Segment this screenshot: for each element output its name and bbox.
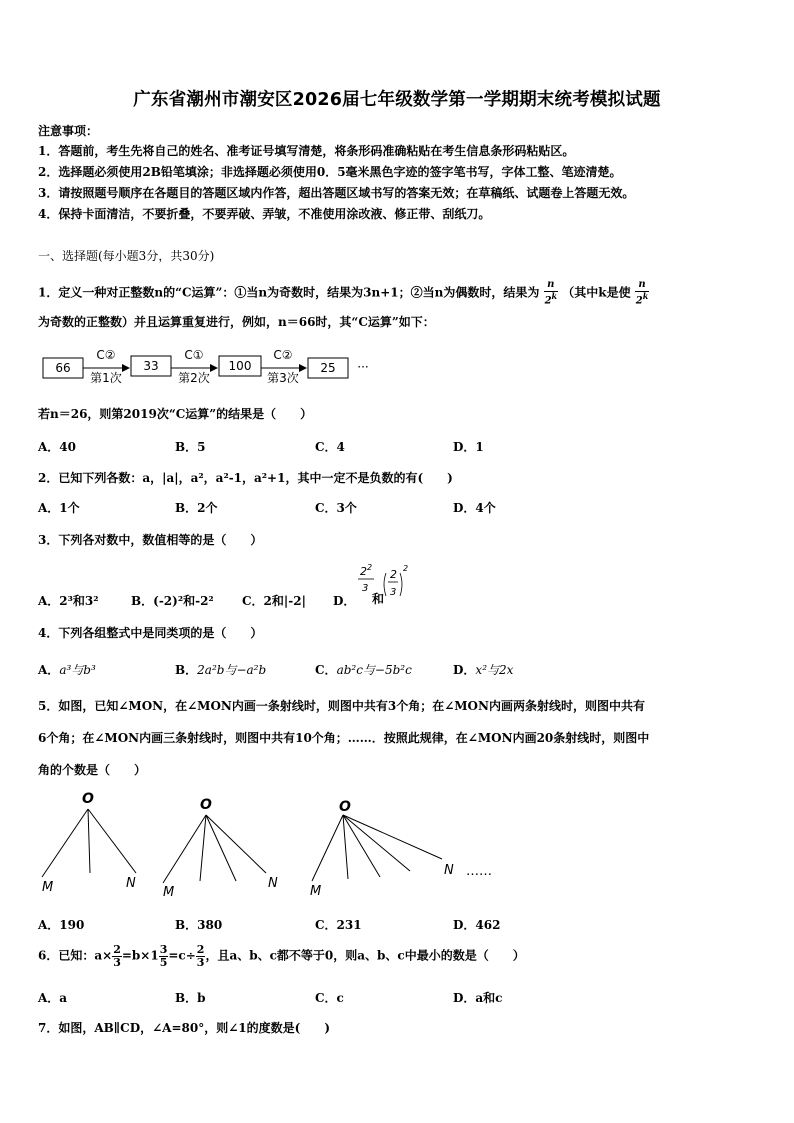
- d-right-den: 3: [390, 587, 397, 598]
- q6-f3-den: 3: [196, 955, 205, 969]
- flow-box-1-label: 66: [55, 361, 71, 375]
- q3-option-c[interactable]: C．2和|-2|: [242, 594, 306, 608]
- q1-frac-den-b: 2: [635, 294, 643, 306]
- q6-f3-num: 2: [196, 943, 205, 956]
- fig2-ray-om: [163, 815, 206, 883]
- fig3-ray-on: [343, 815, 442, 859]
- flow-step-3: 第3次: [267, 371, 299, 385]
- fig1-label-n: N: [126, 876, 136, 891]
- q5-option-c[interactable]: C．231: [315, 918, 362, 932]
- q5-line1: 5．如图，已知∠MON，在∠MON内画一条射线时，则图中共有3个角；在∠MON内画两条射线时，则图中共有: [38, 699, 645, 713]
- q2-option-d[interactable]: D．4个: [453, 501, 496, 515]
- d-right-exp: 2: [403, 564, 409, 573]
- flow-ellipsis: ···: [357, 360, 369, 374]
- fig3-ray-1: [343, 815, 348, 879]
- fig2-ray-2: [206, 815, 236, 881]
- q3-option-d-label: D．: [333, 594, 356, 608]
- fig1-label-m: M: [42, 880, 54, 895]
- q3-option-a[interactable]: A．2³和3²: [38, 594, 99, 608]
- d-left-base: 2: [360, 565, 367, 578]
- fig3-label-m: M: [310, 884, 322, 899]
- flow-op-1: C②: [96, 348, 116, 362]
- q1-fraction-b: [635, 280, 650, 306]
- notice-item-2: 2．选择题必须使用2B铅笔填涂；非选择题必须使用0．5毫米黑色字迹的签字笔书写，字体工整、笔迹清楚。: [38, 165, 622, 179]
- q4-option-b-label: B．: [175, 663, 198, 677]
- q6-fraction-3: [196, 944, 206, 968]
- q3-text: 3．下列各对数中，数值相等的是（ ）: [38, 533, 263, 547]
- notice-item-3: 3．请按照题号顺序在各题目的答题区域内作答，超出答题区域书写的答案无效；在草稿纸、试题卷上答题无效。: [38, 186, 635, 200]
- q1-option-b[interactable]: B．5: [175, 440, 206, 454]
- q5-option-b[interactable]: B．380: [175, 918, 223, 932]
- notice-heading: 注意事项：: [38, 124, 99, 138]
- q4-option-c-label: C．: [315, 663, 337, 677]
- q1-option-a[interactable]: A．40: [38, 440, 77, 454]
- q5-figure-1: [42, 791, 136, 895]
- flow-step-2: 第2次: [178, 371, 210, 385]
- q7-text: 7．如图，AB∥CD，∠A=80°，则∠1的度数是( ): [38, 1021, 330, 1035]
- q1-frac-exp: k: [551, 290, 558, 301]
- q5-figure-2: [163, 797, 278, 900]
- q6-mid2: =c÷: [168, 948, 196, 963]
- notice-item-4: 4．保持卡面清洁，不要折叠，不要弄破、弄皱，不准使用涂改液、修正带、刮纸刀。: [38, 207, 491, 221]
- q5-line3: 角的个数是（ ）: [38, 763, 147, 777]
- q1-flow-diagram: [38, 344, 378, 388]
- q6-f2-den: 5: [159, 955, 168, 969]
- q6-option-d[interactable]: D．a和c: [453, 991, 503, 1005]
- q2-option-a[interactable]: A．1个: [38, 501, 80, 515]
- q1-frac-exp-b: k: [642, 290, 649, 301]
- fig2-ray-1: [200, 815, 206, 881]
- fig3-ray-2: [343, 815, 380, 877]
- q1-fraction-a: [544, 280, 559, 306]
- notice-item-1: 1．答题前，考生先将自己的姓名、准考证号填写清楚，将条形码准确粘贴在考生信息条形码粘贴区。: [38, 144, 575, 158]
- q5-option-d[interactable]: D．462: [453, 918, 501, 932]
- flow-op-3: C②: [273, 348, 293, 362]
- fig2-label-m: M: [163, 885, 175, 900]
- fig1-ray-om: [42, 809, 88, 877]
- q4-option-b[interactable]: [175, 661, 266, 678]
- q2-option-c[interactable]: C．3个: [315, 501, 357, 515]
- flow-box-3-label: 100: [228, 359, 252, 373]
- q1-line1-text-b: （其中k是使: [562, 285, 631, 300]
- q1-line2: 为奇数的正整数）并且运算重复进行，例如，n＝66时，其“C运算”如下：: [38, 315, 435, 329]
- flow-box-4-label: 25: [320, 361, 336, 375]
- q1-option-d[interactable]: D．1: [453, 440, 484, 454]
- q1-option-c[interactable]: C．4: [315, 440, 345, 454]
- q4-option-d-expr: x²与2x: [475, 663, 514, 677]
- q6-f1-den: 3: [113, 955, 121, 969]
- fig1-ray-on: [88, 809, 136, 873]
- q4-option-d-label: D．: [453, 663, 476, 677]
- q2-option-b[interactable]: B．2个: [175, 501, 218, 515]
- fig3-label-n: N: [444, 863, 454, 878]
- q4-option-b-expr: 2a²b与−a²b: [197, 663, 267, 677]
- q1-line1-text: 1．定义一种对正整数n的“C运算”：①当n为奇数时，结果为3n+1；②当n为偶数时，结果为: [38, 285, 540, 300]
- q6-prefix: 6．已知：a×: [38, 948, 113, 963]
- flow-op-2: C①: [184, 348, 204, 362]
- q5-line2: 6个角；在∠MON内画三条射线时，则图中共有10个角；……．按照此规律，在∠MON内画20条射线时，则图中: [38, 731, 650, 745]
- q1-frac-den: 2: [544, 294, 552, 306]
- q4-text: 4．下列各组整式中是同类项的是（ ）: [38, 626, 263, 640]
- fig2-label-o: O: [200, 797, 212, 813]
- q5-option-a[interactable]: A．190: [38, 918, 85, 932]
- fig3-ray-om: [312, 815, 343, 881]
- q5-figures: [30, 785, 520, 900]
- d-paren-left: [384, 573, 386, 596]
- q1-frac-num-b: n: [635, 280, 650, 292]
- fig2-label-n: N: [268, 876, 278, 891]
- section-heading: 一、选择题(每小题3分，共30分): [38, 249, 215, 263]
- q2-text: 2．已知下列各数：a，|a|，a²，a²-1，a²+1，其中一定不是负数的有( ): [38, 471, 453, 485]
- q5-figure-3: [310, 799, 492, 899]
- page-title: 广东省潮州市潮安区2026届七年级数学第一学期期末统考模拟试题: [133, 90, 661, 110]
- q6-option-c[interactable]: C．c: [315, 991, 344, 1005]
- q6-text: [38, 944, 525, 968]
- q6-option-a[interactable]: A．a: [38, 991, 68, 1005]
- fig1-ray-mid: [88, 809, 90, 873]
- fig1-label-o: O: [82, 791, 94, 807]
- q3-option-d-expression: [352, 562, 412, 608]
- q4-option-a[interactable]: [38, 661, 96, 678]
- d-left-exp: 2: [367, 563, 373, 572]
- q6-suffix: ，且a、b、c都不等于0，则a、b、c中最小的数是（ ）: [205, 948, 525, 963]
- fig2-ray-on: [206, 815, 266, 873]
- flow-box-2-label: 33: [143, 359, 159, 373]
- fig3-dots: ……: [466, 864, 492, 879]
- q4-option-a-label: A．: [38, 663, 60, 677]
- q6-f1-num: 2: [113, 943, 121, 956]
- d-paren-right: [400, 573, 402, 596]
- d-right-num: 2: [390, 568, 397, 581]
- q4-option-c[interactable]: [315, 661, 412, 678]
- q3-option-b[interactable]: B．(-2)²和-2²: [131, 594, 214, 608]
- q1-question: 若n＝26，则第2019次“C运算”的结果是（ ）: [38, 407, 313, 421]
- q4-option-a-expr: a³与b³: [59, 663, 96, 677]
- flow-step-1: 第1次: [90, 371, 122, 385]
- q4-option-c-expr: ab²c与−5b²c: [336, 663, 412, 677]
- q6-fraction-1: [112, 944, 122, 968]
- q6-fraction-2: [159, 944, 169, 968]
- fig3-label-o: O: [339, 799, 351, 815]
- q1-line1: [38, 280, 649, 306]
- q6-option-b[interactable]: B．b: [175, 991, 206, 1005]
- q6-f2-num: 3: [159, 943, 168, 956]
- d-left-den: 3: [362, 583, 369, 594]
- q1-frac-num: n: [544, 280, 559, 292]
- q6-mid1: =b×1: [121, 948, 159, 963]
- d-and: 和: [372, 592, 385, 606]
- fig3-ray-3: [343, 815, 410, 871]
- q4-option-d[interactable]: [453, 661, 513, 678]
